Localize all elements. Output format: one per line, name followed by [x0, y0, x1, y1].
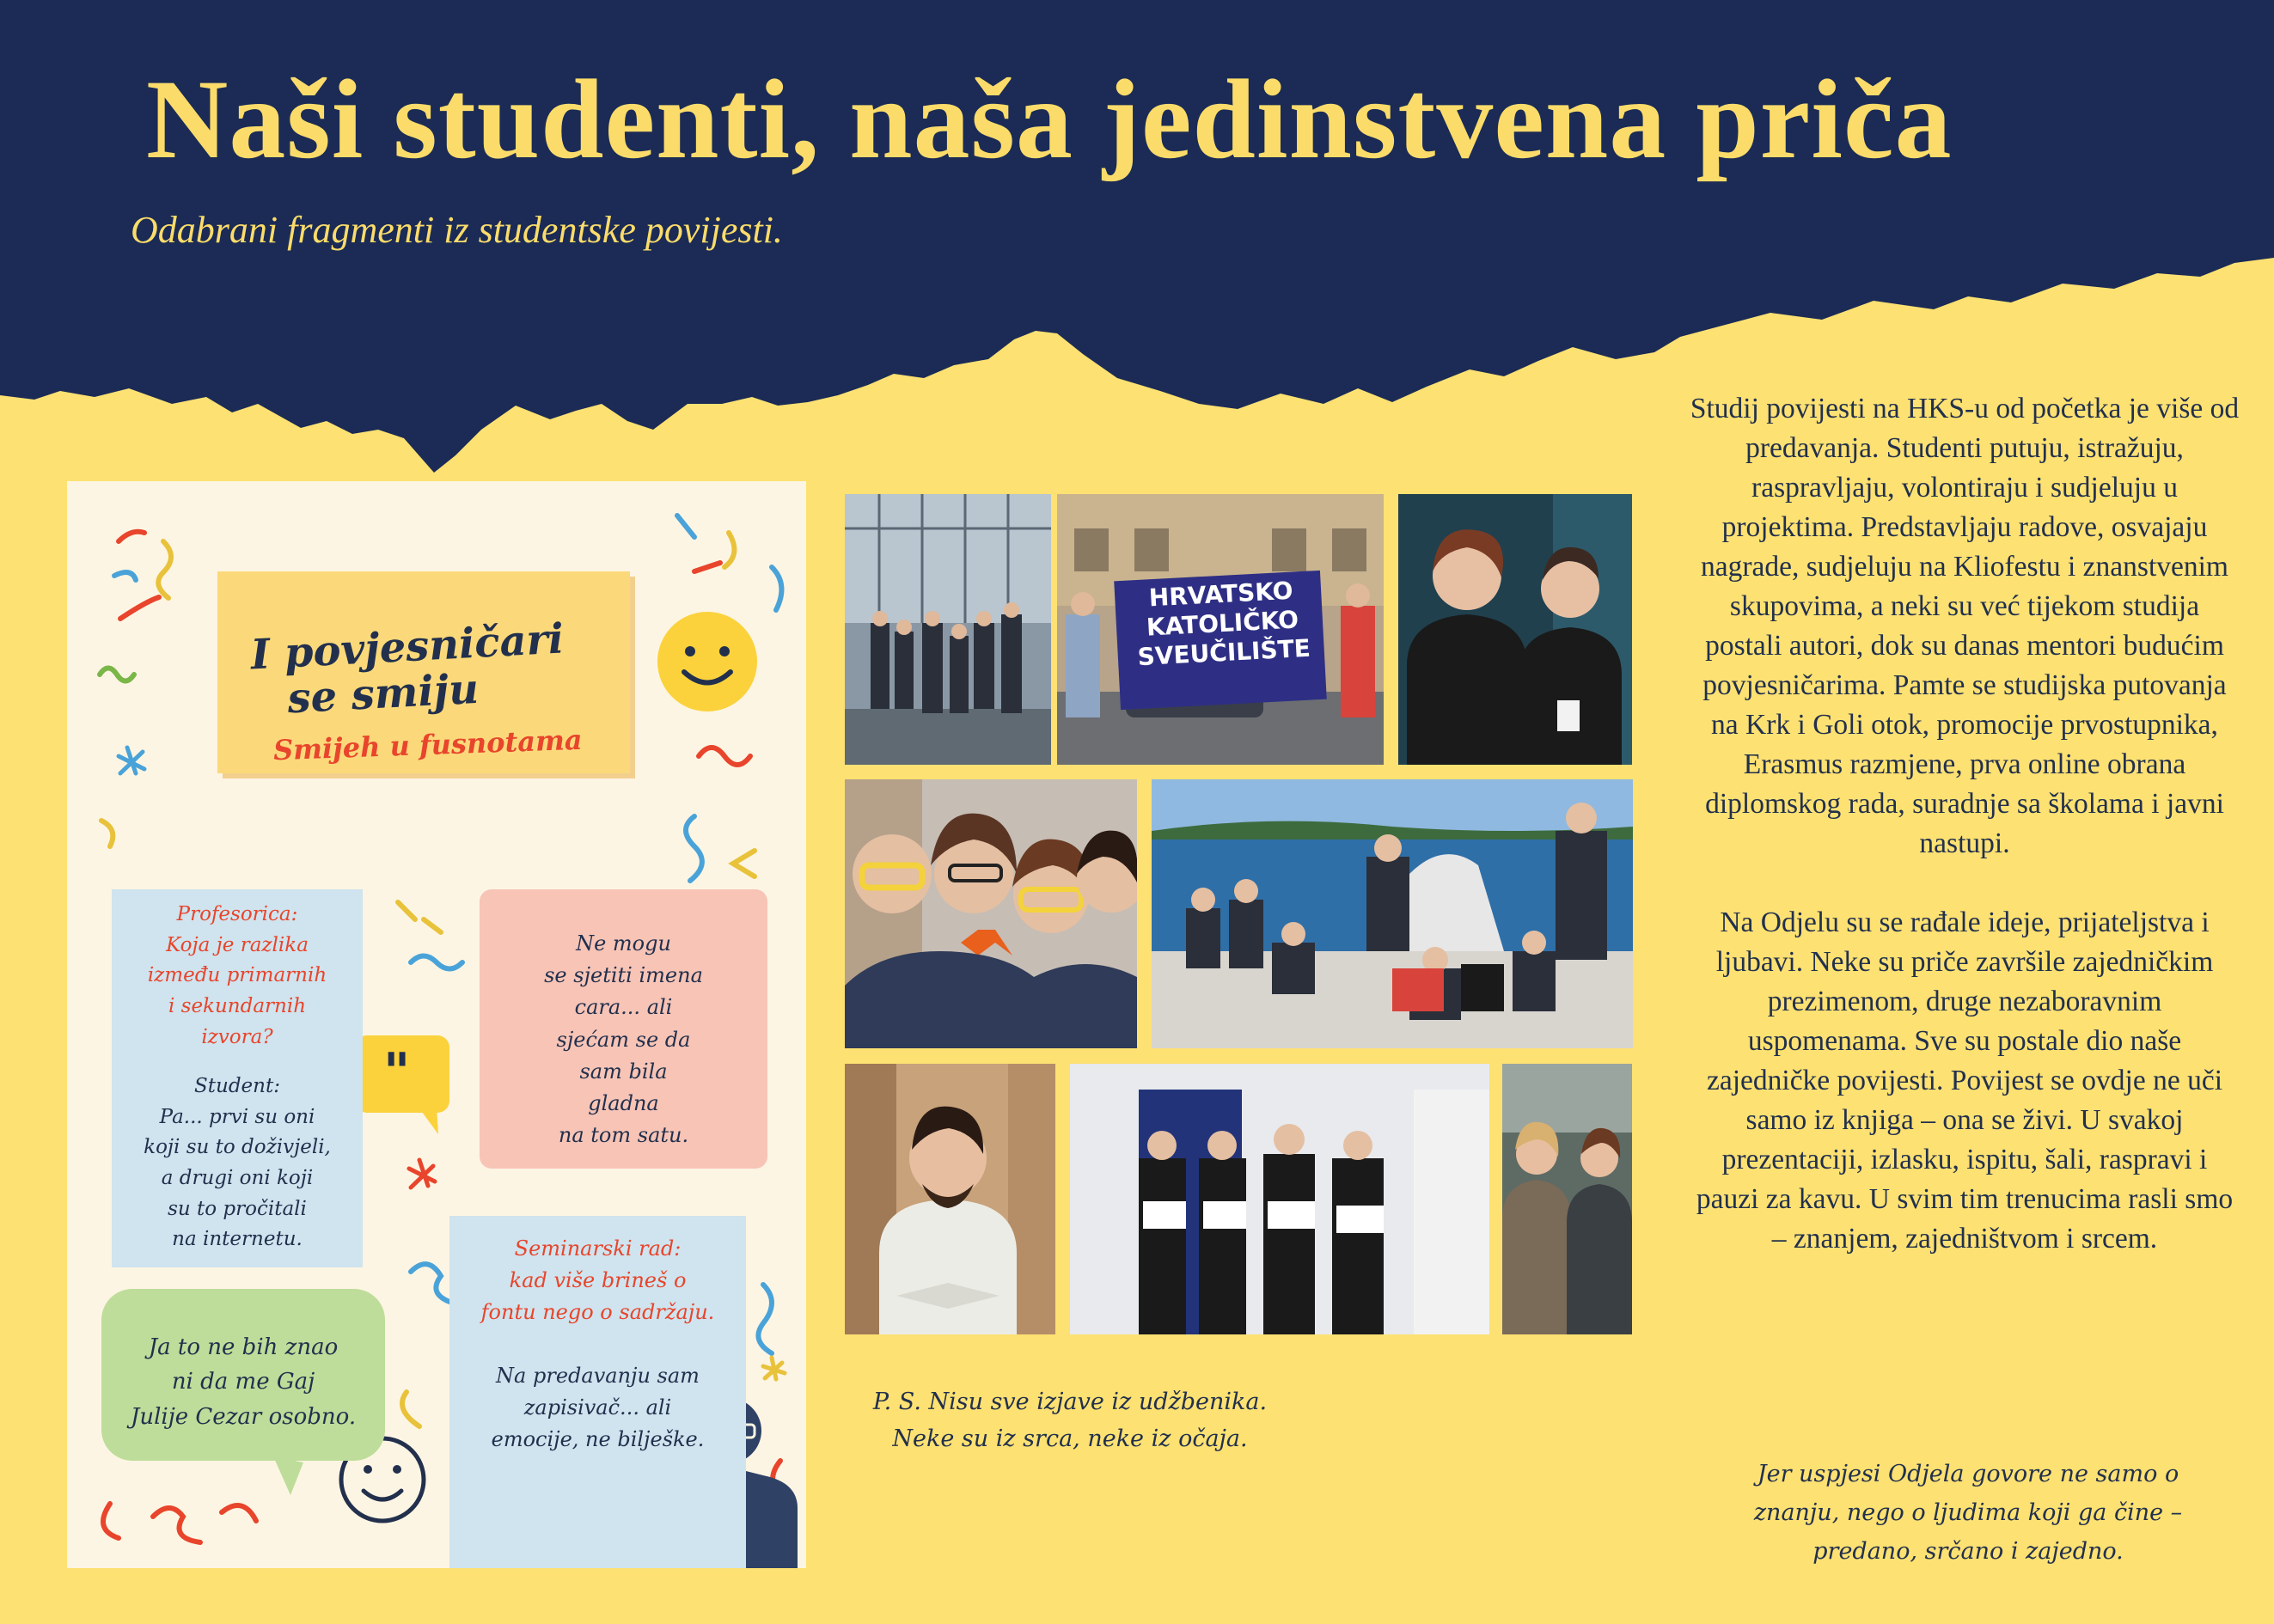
smiley-icon: [657, 612, 757, 711]
photo-boat-trip: [1152, 779, 1633, 1048]
svg-text:": ": [383, 1042, 411, 1102]
intro-paragraph-2: Na Odjelu su se rađale ideje, prijateljstva i ljubavi. Neke su priče završile zajedničkim prezimenom, druge nezaboravnim uspomenama. Sve su postale dio naše zajedničke povijesti. Povijest se ovdje ne uči samo iz knjiga – ona se živi. U svakoj prezentaciji, izlasku, ispitu, šali, raspravi i pauzi za kavu. U svim tim trenucima rasli smo – znanjem, zajedništvom i srcem.: [1696, 907, 2234, 1255]
photo-group-signs: [1070, 1064, 1489, 1334]
poster-subtitle: Smijeh u fusnotama: [272, 723, 584, 767]
quote-answer: Student: Pa... prvi su oni koji su to doživjeli, a drugi oni koji su to pročitali na internetu.: [144, 1075, 331, 1251]
quote-bubble-icon: [355, 1035, 449, 1134]
photo-group-building: [845, 494, 1051, 765]
page-subtitle: Odabrani fragmenti iz studentske povijesti.: [131, 209, 783, 251]
postscript-note: P. S. Nisu sve izjave iz udžbenika. Neke su iz srca, neke iz očaja.: [872, 1389, 1268, 1453]
photo-selfie-glasses: [845, 779, 1137, 1048]
banner-text: HRVATSKO KATOLIČKO SVEUČILIŠTE: [1136, 576, 1311, 672]
closing-quote: Jer uspjesi Odjela govore ne samo o znanju, nego o ljudima koji ga čine – predano, srčano i zajedno.: [1753, 1461, 2183, 1565]
photo-student-smiling: [845, 1064, 1055, 1334]
photo-banner-hks: [1057, 494, 1384, 765]
quote-answer: Na predavanju sam zapisivač... ali emocije, ne bilješke.: [491, 1363, 705, 1451]
page-title: Naši studenti, naša jedinstvena priča: [146, 56, 1953, 182]
quote-question: Seminarski rad: kad više brineš o fontu nego o sadržaju.: [480, 1236, 715, 1325]
photo-two-women: [1502, 1064, 1632, 1334]
quote-card-seminar: [449, 1216, 746, 1568]
humor-poster: [67, 481, 806, 1568]
quote-text: Ja to ne bih znao ni da me Gaj Julije Cezar osobno.: [130, 1334, 357, 1430]
quote-card-caesar: [101, 1289, 385, 1461]
quote-card-emperor: [480, 889, 767, 1169]
poster-title-note: [217, 571, 630, 773]
photo-two-students-lanyards: [1398, 494, 1632, 765]
quote-card-sources: [112, 889, 363, 1267]
intro-text: [1690, 389, 2240, 1298]
quote-text: Ne mogu se sjetiti imena cara... ali sjećam se da sam bila gladna na tom satu.: [544, 931, 703, 1148]
poster-title-line1: I povjesničari: [249, 614, 565, 680]
poster-title: [249, 614, 567, 724]
quote-question: Profesorica: Koja je razlika između primarnih i sekundarnih izvora?: [147, 903, 327, 1048]
poster-title-line2: se smiju: [286, 664, 480, 723]
intro-paragraph-1: Studij povijesti na HKS-u od početka je više od predavanja. Studenti putuju, istražuju, raspravljaju, volontiraju i sudjeluju u projektima. Predstavljaju radove, osvajaju nagrade, sudjeluju na Kliofestu i znanstvenim skupovima, a neki su već tijekom studija postali autori, dok su danas mentori budućim povjesničarima. Pamte se studijska putovanja na Krk i Goli otok, promocije prvostupnika, Erasmus razmjene, prva online obrana diplomskog rada, suradnje sa školama i javni nastupi.: [1690, 393, 2240, 859]
